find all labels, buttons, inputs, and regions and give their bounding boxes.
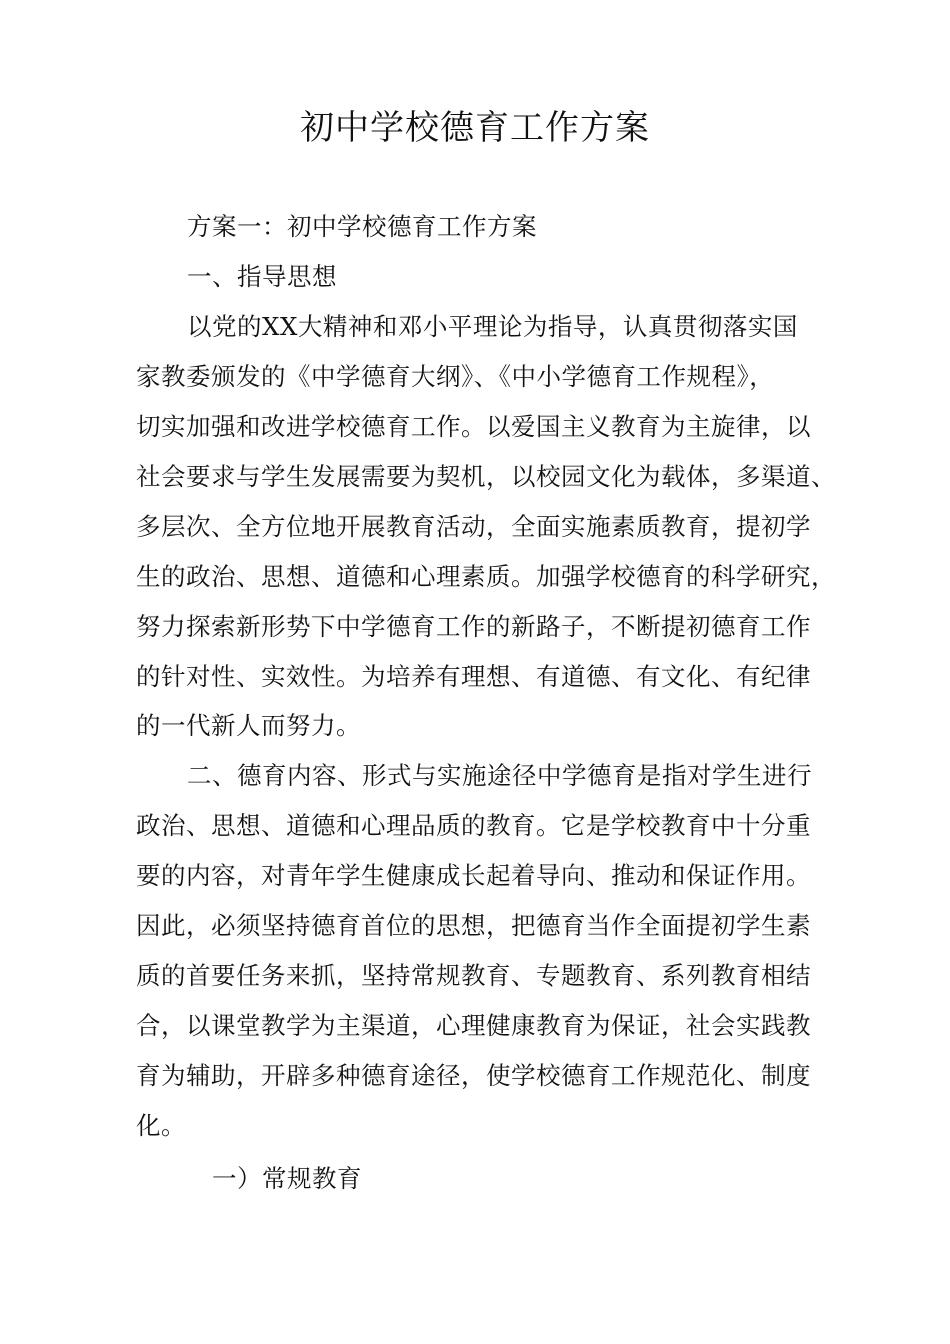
paragraph-line: 政治、思想、道德和心理品质的教育。它是学校教育中十分重 (136, 811, 811, 840)
paragraph-line: 努力探索新形势下中学德育工作的新路子，不断提初德育工作 (136, 612, 811, 641)
plan-heading: 方案一：初中学校德育工作方案 (187, 212, 537, 241)
paragraph-line: 质的首要任务来抓，坚持常规教育、专题教育、系列教育相结 (136, 961, 811, 990)
paragraph-line: 育为辅助，开辟多种德育途径，使学校德育工作规范化、制度 (136, 1061, 811, 1090)
paragraph-line: 家教委颁发的《中学德育大纲》、《中小学德育工作规程》， (136, 362, 775, 391)
paragraph-line: 合，以课堂教学为主渠道，心理健康教育为保证，社会实践教 (136, 1011, 811, 1040)
paragraph-line: 切实加强和改进学校德育工作。以爱国主义教育为主旋律，以 (136, 412, 811, 441)
section-heading-guiding-thought: 一、指导思想 (187, 262, 337, 291)
paragraph-line: 社会要求与学生发展需要为契机，以校园文化为载体，多渠道、 (136, 462, 836, 491)
document-title: 初中学校德育工作方案 (300, 108, 650, 148)
paragraph-line: 以党的XX大精神和邓小平理论为指导，认真贯彻落实国 (187, 312, 798, 341)
paragraph-line: 化。 (136, 1111, 186, 1140)
paragraph-line: 因此，必须坚持德育首位的思想，把德育当作全面提初学生素 (136, 911, 811, 940)
paragraph-line: 二、德育内容、形式与实施途径中学德育是指对学生进行 (187, 761, 812, 790)
paragraph-line: 生的政治、思想、道德和心理素质。加强学校德育的科学研究， (136, 562, 836, 591)
paragraph-line: 多层次、全方位地开展教育活动，全面实施素质教育，提初学 (136, 512, 811, 541)
paragraph-line: 的一代新人而努力。 (136, 711, 361, 740)
paragraph-line: 要的内容，对青年学生健康成长起着导向、推动和保证作用。 (136, 861, 811, 890)
subsection-heading-routine-education: 一）常规教育 (212, 1164, 362, 1193)
paragraph-line: 的针对性、实效性。为培养有理想、有道德、有文化、有纪律 (136, 662, 811, 691)
